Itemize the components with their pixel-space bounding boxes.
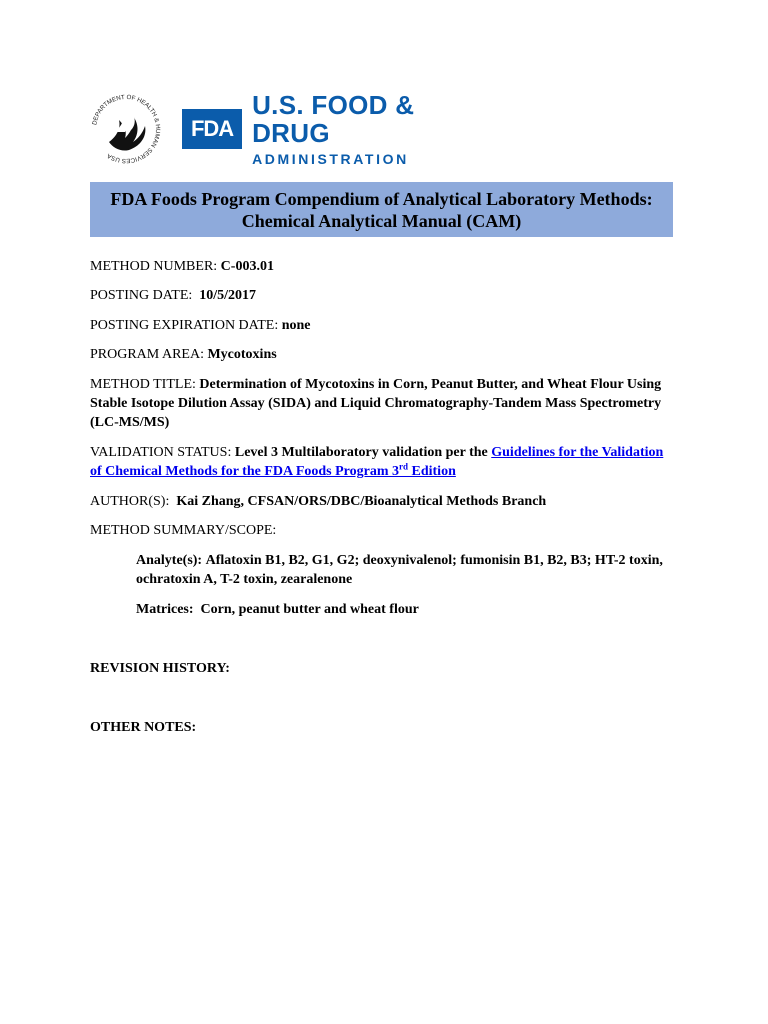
analytes-label: Analyte(s): [136, 553, 203, 568]
analytes-field [136, 551, 676, 589]
posting-date-value: 10/5/2017 [199, 288, 257, 303]
program-area-field [90, 345, 690, 364]
document-title-line1: FDA Foods Program Compendium of Analytical Laboratory Methods: [110, 188, 653, 209]
revision-history-label: REVISION HISTORY: [90, 661, 230, 676]
matrices-field [136, 600, 676, 619]
hhs-seal-icon [89, 92, 163, 166]
posting-expiration-value: none [281, 318, 311, 333]
document-title-box [90, 182, 673, 237]
validation-guidelines-link-text: Guidelines for the Validation of Chemical Methods for the FDA Foods Program 3 [90, 445, 664, 479]
document-title-line2: Chemical Analytical Manual (CAM) [241, 210, 522, 231]
authors-field [90, 492, 690, 511]
validation-guidelines-link-tail: Edition [408, 464, 456, 479]
matrices-label: Matrices: [136, 602, 194, 617]
method-number-value: C-003.01 [220, 259, 274, 274]
revision-history-field [90, 659, 690, 678]
matrices-value: Corn, peanut butter and wheat flour [200, 602, 419, 617]
fda-logo-line1: U.S. FOOD & DRUG [252, 90, 415, 148]
authors-value: Kai Zhang, CFSAN/ORS/DBC/Bioanalytical Methods Branch [176, 494, 547, 509]
summary-label: METHOD SUMMARY/SCOPE: [90, 523, 277, 538]
authors-label: AUTHOR(S): [90, 494, 170, 509]
analytes-value: Aflatoxin B1, B2, G1, G2; deoxynivalenol; fumonisin B1, B2, B3; HT-2 toxin, ochratoxin A, T-2 toxin, zearalenone [136, 553, 663, 587]
fda-logo-line2: ADMINISTRATION [252, 151, 409, 167]
program-area-value: Mycotoxins [207, 347, 277, 362]
fda-badge: FDA [182, 109, 242, 149]
header-logos [89, 92, 493, 166]
posting-date-field [90, 286, 690, 305]
method-title-label: METHOD TITLE: [90, 377, 196, 392]
posting-date-label: POSTING DATE: [90, 288, 193, 303]
method-title-value: Determination of Mycotoxins in Corn, Peanut Butter, and Wheat Flour Using Stable Isotope Dilution Assay (SIDA) and Liquid Chromatography-Tandem Mass Spectrometry (LC-MS/MS) [90, 377, 662, 430]
program-area-label: PROGRAM AREA: [90, 347, 204, 362]
method-number-label: METHOD NUMBER: [90, 259, 218, 274]
validation-status-label: VALIDATION STATUS: [90, 445, 232, 460]
validation-status-field [90, 443, 664, 481]
method-number-field [90, 257, 690, 276]
fda-logo [182, 90, 492, 167]
posting-expiration-label: POSTING EXPIRATION DATE: [90, 318, 279, 333]
method-title-field [90, 375, 684, 432]
seal-text: DEPARTMENT OF HEALTH & HUMAN SERVICES USA [91, 93, 162, 165]
summary-field [90, 521, 690, 540]
other-notes-field [90, 718, 690, 737]
svg-text:DEPARTMENT OF HEALTH & HUMAN S [91, 94, 161, 164]
validation-guidelines-link-sup: rd [399, 461, 408, 472]
posting-expiration-field [90, 316, 690, 335]
validation-status-value: Level 3 Multilaboratory validation per the [234, 445, 488, 460]
other-notes-label: OTHER NOTES: [90, 720, 197, 735]
